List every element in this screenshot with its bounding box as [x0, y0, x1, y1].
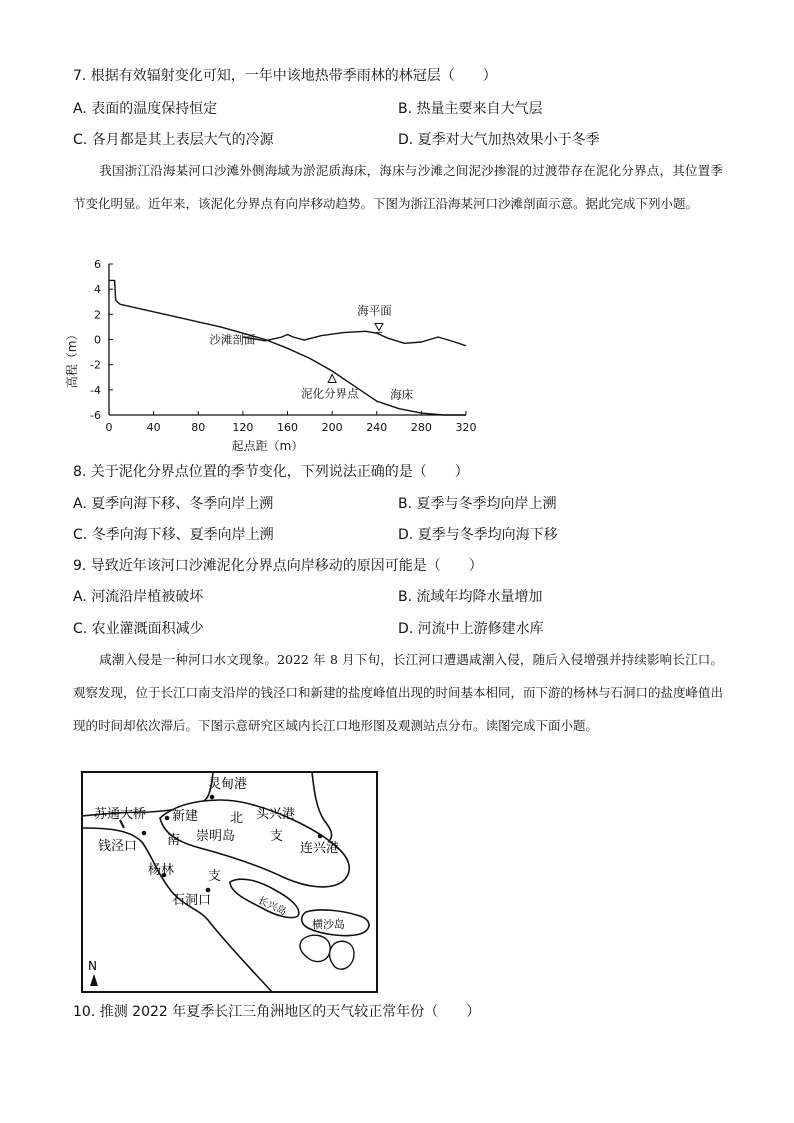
- label-qianjing: 钱泾口: [98, 839, 138, 854]
- label-bei: 北: [230, 811, 244, 826]
- x-tick-label: 320: [455, 421, 477, 434]
- q9-option-a: A. 河流沿岸植被破坏: [73, 589, 204, 605]
- beach-profile-chart: [60, 252, 490, 462]
- annotation-2: 泥化分界点: [301, 386, 359, 401]
- y-tick-label: 0: [94, 333, 101, 347]
- q7-option-b: B. 热量主要来自大气层: [398, 101, 543, 117]
- station-dot-lianxing: [318, 834, 323, 839]
- q8-option-d: D. 夏季与冬季均向海下移: [398, 527, 558, 543]
- q10-stem: 10. 推测 2022 年夏季长江三角洲地区的天气较正常年份（ ）: [73, 1004, 481, 1020]
- station-dot-xinjian: [165, 816, 170, 821]
- label-touxing: 头兴港: [256, 807, 296, 822]
- x-tick-label: 240: [366, 421, 388, 434]
- label-lingdian: 灵甸港: [208, 777, 248, 792]
- sea-level-marker: [375, 324, 383, 331]
- y-tick-label: -6: [90, 409, 101, 422]
- x-tick-label: 120: [232, 421, 254, 434]
- label-hengsha: 横沙岛: [312, 918, 345, 931]
- q8-option-a: A. 夏季向海下移、冬季向岸上溯: [73, 496, 274, 512]
- passage-1: [73, 154, 723, 220]
- label-xinjian: 新建: [172, 809, 199, 824]
- x-tick-label: 0: [105, 421, 113, 434]
- label-chongming: 崇明岛: [196, 829, 236, 844]
- label-lianxing: 连兴港: [300, 841, 340, 856]
- label-changxing: 长兴岛: [256, 895, 289, 918]
- q8-option-b: B. 夏季与冬季均向岸上溯: [398, 496, 557, 512]
- mud-boundary-marker: [328, 375, 336, 383]
- x-axis-label: 起点距（m）: [231, 439, 304, 453]
- y-tick-label: -4: [90, 383, 101, 397]
- y-axis-label: 高程（m）: [65, 328, 79, 389]
- label-zhi-south: 支: [208, 869, 222, 884]
- passage-2-text: 咸潮入侵是一种河口水文现象。2022 年 8 月下旬，长江河口遭遇咸潮入侵，随后入侵增强并持续影响长江口。观察发现，位于长江口南支沿岸的钱泾口和新建的盐度峰值出现的时间基本相同，而下游的杨林与石洞口的盐度峰值出现的时间却依次滞后。下图示意研究区域内长江口地形图及观测站点分布。读图完成下面小题。: [73, 652, 724, 733]
- label-shidong: 石洞口: [172, 893, 212, 908]
- q7-option-d: D. 夏季对大气加热效果小于冬季: [398, 132, 600, 148]
- y-tick-label: 4: [94, 283, 101, 297]
- x-tick-label: 200: [321, 421, 343, 434]
- x-tick-label: 160: [277, 421, 298, 434]
- q7-stem: 7. 根据有效辐射变化可知，一年中该地热带季雨林的林冠层（ ）: [73, 68, 497, 84]
- annotation-3: 海床: [390, 387, 414, 402]
- x-tick-label: 80: [191, 421, 206, 434]
- passage-1-text: 我国浙江沿海某河口沙滩外侧海域为淤泥质海床，海床与沙滩之间泥沙掺混的过渡带存在泥化分界点，其位置季节变化明显。近年来，该泥化分界点有向岸移动趋势。下图为浙江沿海某河口沙滩剖面示意。据此完成下列小题。: [73, 163, 723, 211]
- label-north: N: [88, 959, 97, 973]
- y-tick-label: 2: [94, 308, 101, 322]
- q9-option-b: B. 流域年均降水量增加: [398, 589, 543, 605]
- station-dot-shidong: [206, 888, 211, 893]
- y-tick-label: -2: [90, 358, 101, 372]
- y-tick-label: 6: [94, 258, 101, 271]
- q9-option-c: C. 农业灌溉面积减少: [73, 621, 204, 637]
- q8-option-c: C. 冬季向海下移、夏季向岸上溯: [73, 527, 274, 543]
- station-dot-lingdian: [210, 795, 215, 800]
- q7-option-a: A. 表面的温度保持恒定: [73, 101, 218, 117]
- q8-stem: 8. 关于泥化分界点位置的季节变化，下列说法正确的是（ ）: [73, 464, 469, 480]
- q7-option-c: C. 各月都是其上表层大气的冷源: [73, 132, 274, 148]
- x-tick-label: 40: [146, 421, 161, 434]
- annotation-0: 海平面: [357, 303, 392, 318]
- label-nan: 南: [167, 833, 181, 848]
- yangtze-estuary-map: [80, 770, 380, 995]
- passage-2: [73, 643, 723, 742]
- x-tick-label: 280: [410, 421, 432, 434]
- label-sutong: 苏通大桥: [94, 807, 147, 822]
- station-dot-qianjing: [142, 831, 147, 836]
- annotation-1: 沙滩剖面: [209, 332, 256, 347]
- q9-option-d: D. 河流中上游修建水库: [398, 621, 544, 637]
- label-zhi-north: 支: [270, 829, 284, 844]
- shoal-2: [330, 941, 355, 969]
- q9-stem: 9. 导致近年该河口沙滩泥化分界点向岸移动的原因可能是（ ）: [73, 558, 483, 574]
- label-yanglin: 杨林: [148, 863, 175, 878]
